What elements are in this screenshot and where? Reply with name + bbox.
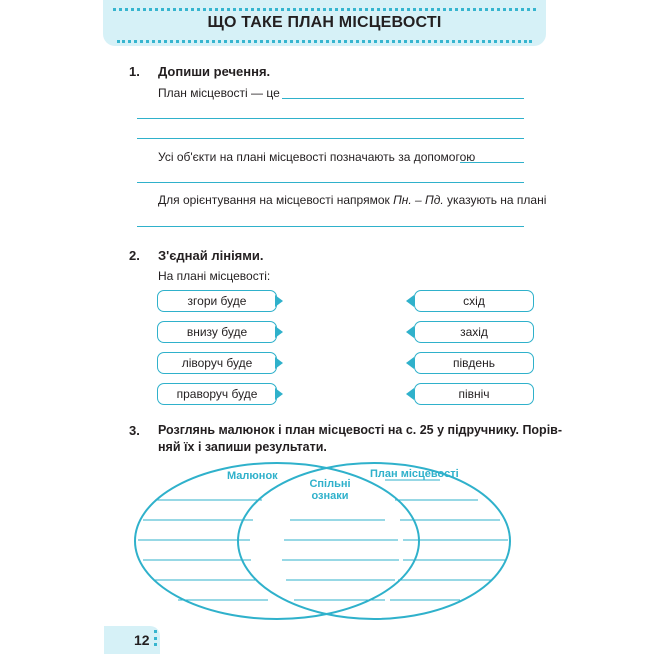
right-option[interactable]: південь	[414, 352, 534, 374]
task3-number: 3.	[129, 423, 140, 438]
task1-number: 1.	[129, 64, 140, 79]
venn-left-lines	[138, 500, 268, 600]
task3-text-line1: Розглянь малюнок і план місцевості на с. 25 у підручнику. Порів-	[158, 423, 563, 437]
page-number-dots	[154, 630, 160, 646]
task1-sentence1: План місцевості — це	[158, 86, 280, 100]
task1-sentence3: Для орієнтування на місцевості напрямок Пн. – Пд. указують на плані	[158, 193, 547, 207]
left-option[interactable]: праворуч буде	[157, 383, 277, 405]
task1-sentence2: Усі об'єкти на плані місцевості позначають за допомогою	[158, 150, 476, 164]
venn-left-label: Малюнок	[227, 470, 278, 482]
left-option[interactable]: ліворуч буде	[157, 352, 277, 374]
task3-text-line2: няй їх і запиши результати.	[158, 440, 327, 454]
page-title: ЩО ТАКЕ ПЛАН МІСЦЕВОСТІ	[207, 14, 442, 31]
right-option[interactable]: схід	[414, 290, 534, 312]
venn-middle-label: Спільні ознаки	[309, 478, 351, 502]
left-option[interactable]: внизу буде	[157, 321, 277, 343]
right-option[interactable]: захід	[414, 321, 534, 343]
page-number: 12	[134, 632, 150, 648]
task1-title: Допиши речення.	[158, 64, 271, 79]
left-option[interactable]: згори буде	[157, 290, 277, 312]
venn-right-label: План місцевості	[370, 468, 459, 480]
right-option[interactable]: північ	[414, 383, 534, 405]
task2-number: 2.	[129, 248, 140, 263]
task2-subtitle: На плані місцевості:	[158, 269, 271, 283]
venn-right-circle	[238, 463, 510, 619]
task2-title: З'єднай лініями.	[158, 248, 264, 263]
venn-middle-lines	[282, 520, 399, 600]
